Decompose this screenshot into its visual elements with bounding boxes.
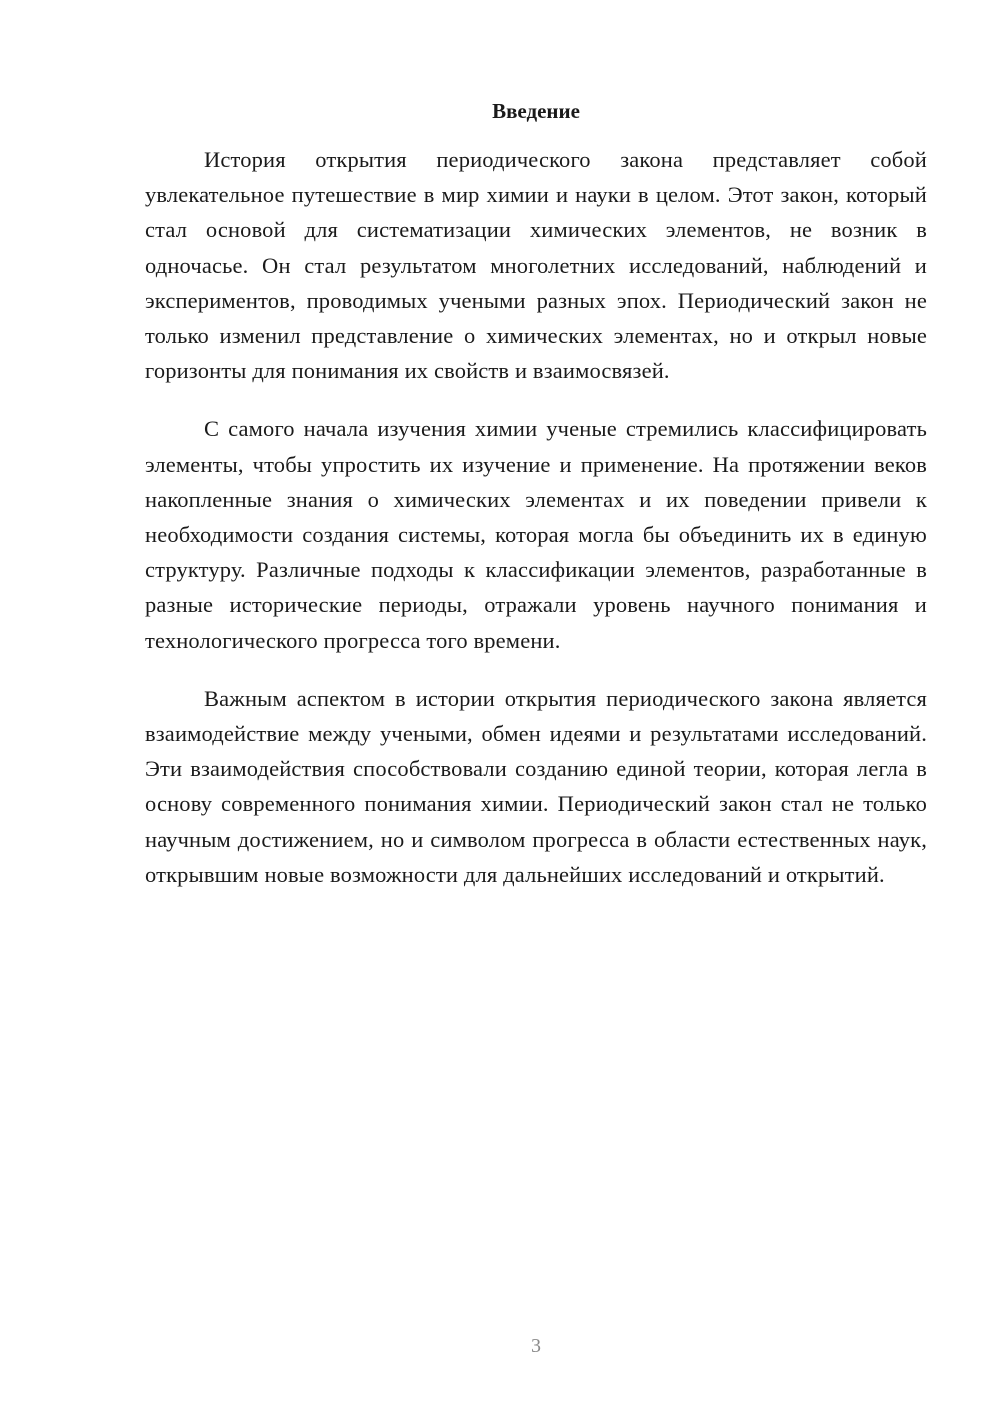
body-text xyxy=(145,142,927,915)
paragraph-1: История открытия периодического закона представляет собой увлекательное путешествие в мир химии и науки в целом. Этот закон, который стал основой для систематизации химических элементов, не возник в одночасье. Он стал результатом многолетних исследований, наблюдений и экспериментов, проводимых учеными разных эпох. Периодический закон не только изменил представление о химических элементах, но и открыл новые горизонты для понимания их свойств и взаимосвязей. xyxy=(145,147,927,384)
page-number: 3 xyxy=(531,1335,541,1357)
section-heading: Введение xyxy=(492,99,580,123)
paragraph-3: Важным аспектом в истории открытия периодического закона является взаимодействие между учеными, обмен идеями и результатами исследований. Эти взаимодействия способствовали созданию единой теории, которая легла в основу современного понимания химии. Периодический закон стал не только научным достижением, но и символом прогресса в области естественных наук, открывшим новые возможности для дальнейших исследований и открытий. xyxy=(145,685,927,887)
paragraph-2: С самого начала изучения химии ученые стремились классифицировать элементы, чтобы упростить их изучение и применение. На протяжении веков накопленные знания о химических элементах и их поведении привели к необходимости создания системы, которая могла бы объединить их в единую структуру. Различные подходы к классификации элементов, разработанные в разные исторические периоды, отражали уровень научного понимания и технологического прогресса того времени. xyxy=(145,416,927,653)
